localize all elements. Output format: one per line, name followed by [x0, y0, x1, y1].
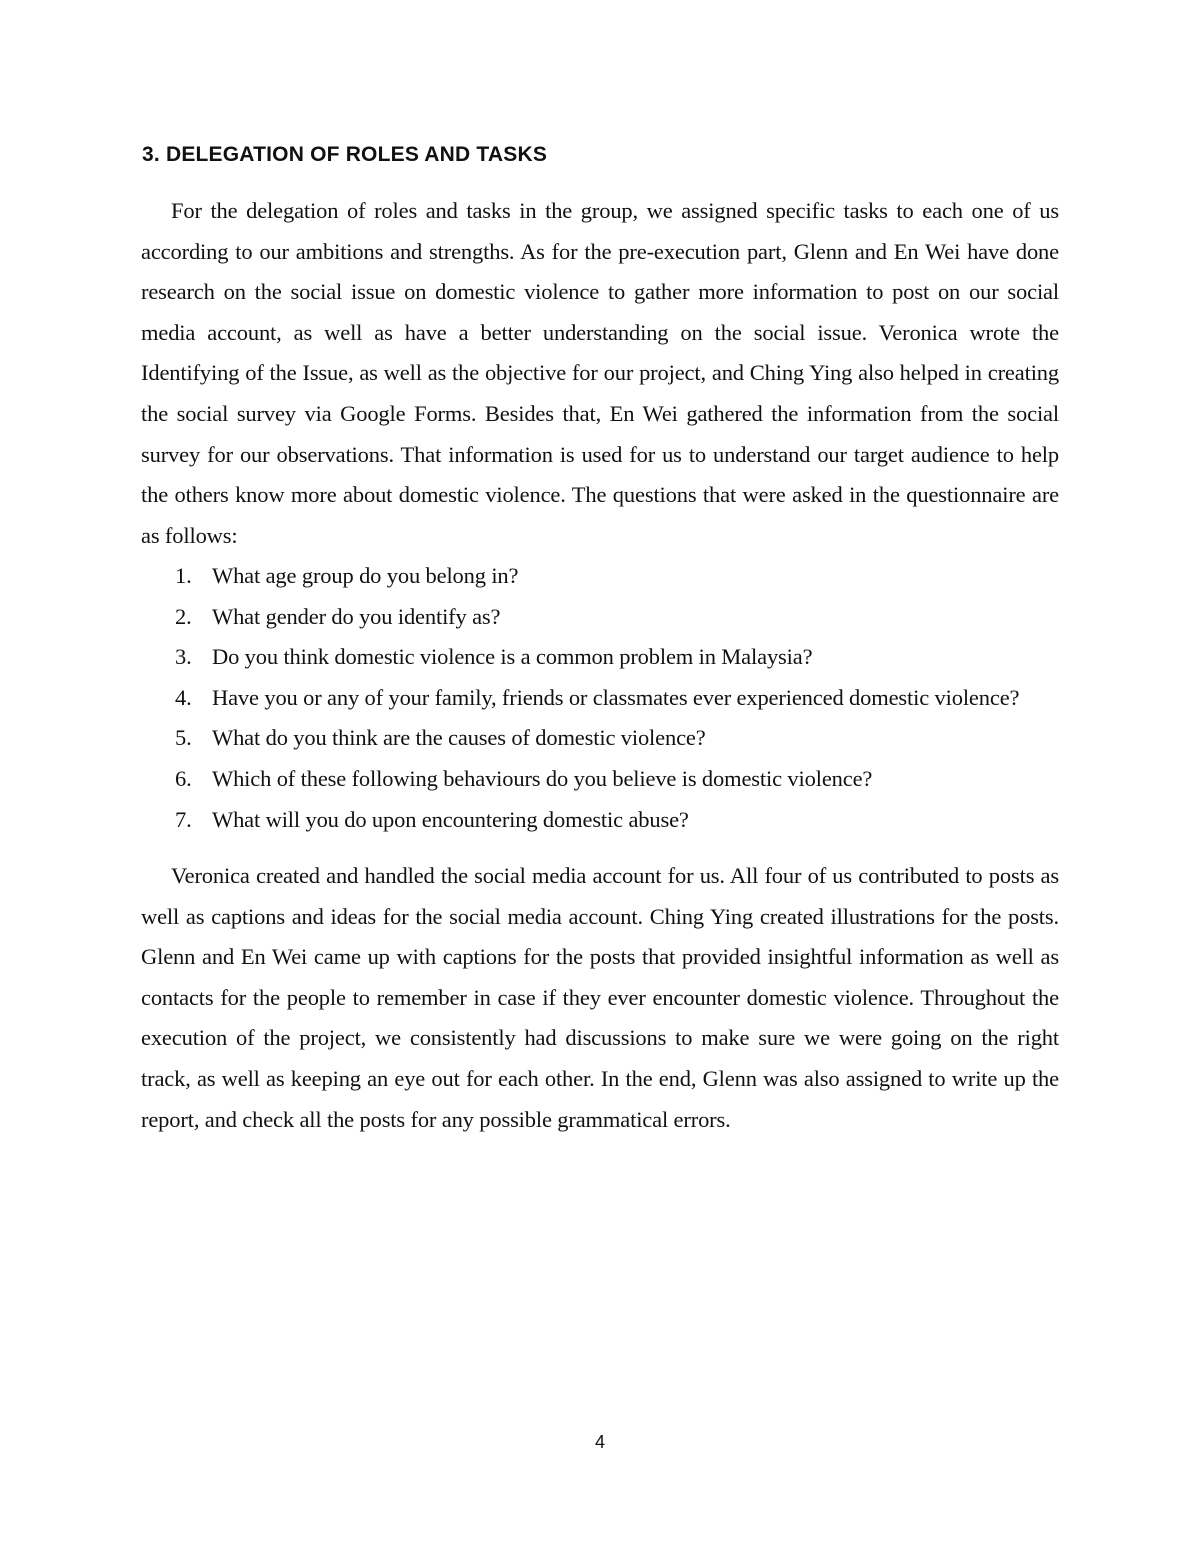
list-item-text: Do you think domestic violence is a common problem in Malaysia?: [212, 644, 813, 670]
list-item-number: 1.: [175, 563, 192, 588]
list-item: [141, 637, 1071, 678]
list-item: [141, 800, 1071, 841]
intro-paragraph: For the delegation of roles and tasks in the group, we assigned specific tasks to each one of us according to our ambitions and strengths. As for the pre-execution part, Glenn and En Wei have done research on the social issue on domestic violence to gather more information to post on our social media account, as well as have a better understanding on the social issue. Veronica wrote the Identifying of the Issue, as well as the objective for our project, and Ching Ying also helped in creating the social survey via Google Forms. Besides that, En Wei gathered the information from the social survey for our observations. That information is used for us to understand our target audience to help the others know more about domestic violence. The questions that were asked in the questionnaire are as follows:: [141, 198, 1059, 548]
list-item-text: Have you or any of your family, friends or classmates ever experienced domestic violence?: [212, 684, 1020, 710]
list-item: [141, 678, 1071, 719]
list-item-text: What age group do you belong in?: [212, 563, 519, 588]
list-item-text: What will you do upon encountering domestic abuse?: [212, 806, 689, 832]
list-item-number: 3.: [175, 644, 192, 670]
list-item: [141, 718, 1071, 759]
list-item-number: 2.: [175, 603, 192, 629]
list-item: [141, 759, 1071, 800]
page-number: 4: [594, 1432, 605, 1452]
list-item-text: Which of these following behaviours do you believe is domestic violence?: [212, 765, 873, 791]
list-item-text: What do you think are the causes of domestic violence?: [212, 725, 706, 751]
list-item-text: What gender do you identify as?: [212, 603, 501, 629]
questionnaire-list: [141, 556, 1071, 840]
list-item: [141, 556, 1071, 597]
list-item-number: 4.: [175, 684, 192, 710]
list-item: [141, 597, 1071, 638]
list-item-number: 5.: [175, 725, 192, 751]
list-item-number: 7.: [175, 806, 192, 832]
section-heading: 3. DELEGATION OF ROLES AND TASKS: [142, 143, 548, 166]
roles-paragraph: Veronica created and handled the social media account for us. All four of us contributed to posts as well as captions and ideas for the social media account. Ching Ying created illustrations for the posts. Glenn and En Wei came up with captions for the posts that provided insightful information as well as contacts for the people to remember in case if they ever encounter domestic violence. Throughout the execution of the project, we consistently had discussions to make sure we were going on the right track, as well as keeping an eye out for each other. In the end, Glenn was also assigned to write up the report, and check all the posts for any possible grammatical errors.: [141, 863, 1059, 1132]
list-item-number: 6.: [175, 765, 192, 791]
